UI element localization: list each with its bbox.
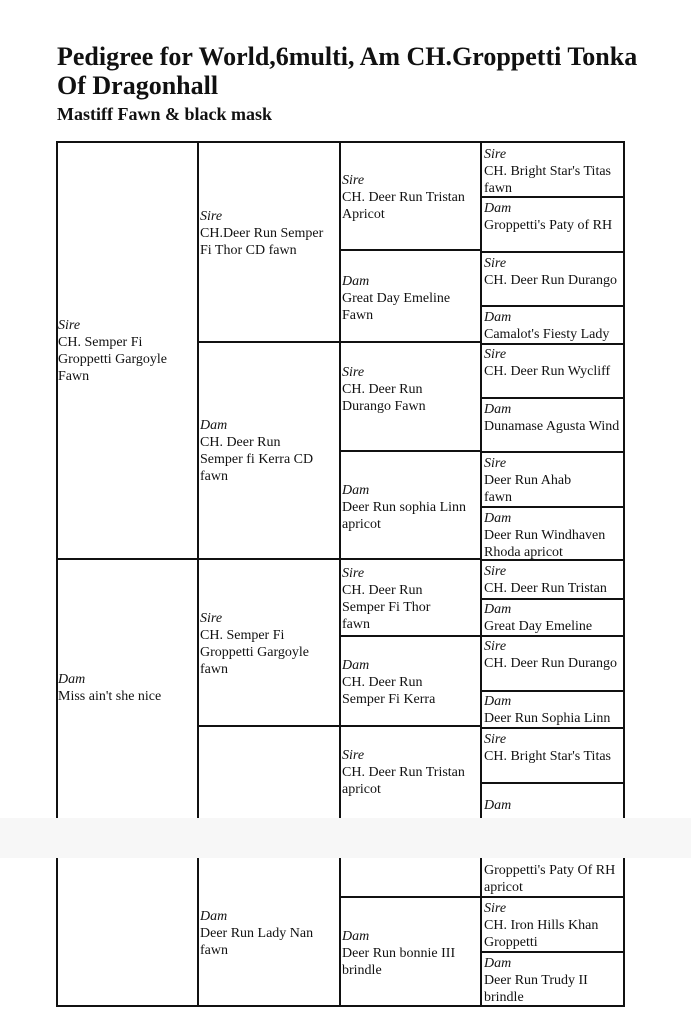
pedigree-entry — [484, 455, 594, 506]
entry-name: CH. Deer Run Durango — [484, 656, 617, 671]
entry-role: Sire — [484, 147, 507, 162]
entry-role: Dam — [484, 511, 512, 526]
entry-name: CH. Deer Run Durango — [484, 273, 617, 288]
row-divider — [480, 598, 625, 600]
row-divider — [480, 951, 625, 953]
column-divider-1 — [197, 141, 199, 818]
row-divider — [339, 558, 481, 560]
row-divider — [480, 305, 625, 307]
row-divider — [480, 727, 625, 729]
entry-name: Deer Run Sophia Linn — [484, 711, 611, 726]
pedigree-entry — [484, 862, 622, 896]
entry-role: Dam — [342, 658, 370, 673]
entry-role: Dam — [484, 956, 512, 971]
pedigree-entry — [342, 364, 442, 415]
table-border-left — [56, 858, 58, 1007]
column-divider-2 — [339, 141, 341, 818]
pedigree-entry — [200, 908, 338, 959]
entry-role: Dam — [484, 602, 512, 617]
entry-role: Sire — [342, 365, 365, 380]
entry-name: Great Day Emeline — [484, 619, 593, 634]
row-divider — [480, 251, 625, 253]
pedigree-entry — [484, 563, 623, 597]
pedigree-entry — [484, 401, 622, 435]
entry-role: Dam — [200, 418, 228, 433]
page-title: Pedigree for World,6multi, Am CH.Groppetti Tonka Of Dragonhall — [57, 42, 638, 100]
entry-name: CH. Deer Run Semper fi Kerra CD fawn — [200, 435, 314, 484]
row-divider — [339, 896, 625, 898]
column-divider-3 — [480, 141, 482, 818]
entry-name: CH.Deer Run Semper Fi Thor CD fawn — [200, 226, 324, 258]
pedigree-entry — [342, 747, 480, 798]
pedigree-entry — [484, 693, 623, 727]
entry-name: CH. Deer Run Tristan Apricot — [342, 190, 465, 222]
entry-name: CH. Deer Run Tristan — [484, 581, 607, 596]
pedigree-entry — [484, 309, 623, 343]
pedigree-entry — [484, 955, 622, 1006]
entry-name: CH. Bright Star's Titas fawn — [484, 164, 611, 196]
entry-name: Deer Run Lady Nan fawn — [200, 926, 314, 958]
pedigree-entry — [342, 928, 480, 979]
entry-role: Sire — [58, 318, 81, 333]
row-divider — [480, 506, 625, 508]
entry-role: Dam — [484, 694, 512, 709]
entry-name: Deer Run Ahab fawn — [484, 473, 572, 505]
entry-role: Sire — [484, 347, 507, 362]
pedigree-entry — [484, 200, 622, 234]
pedigree-entry — [58, 671, 195, 705]
row-divider — [339, 450, 481, 452]
table-border-right — [623, 141, 625, 818]
entry-role: Sire — [484, 256, 507, 271]
table-border-left — [56, 141, 58, 818]
entry-name: CH. Bright Star's Titas — [484, 749, 611, 764]
entry-role: Dam — [484, 310, 512, 325]
row-divider — [339, 725, 481, 727]
entry-role: Sire — [484, 639, 507, 654]
row-divider — [339, 635, 481, 637]
entry-name: Groppetti's Paty of RH — [484, 218, 613, 233]
entry-role: Dam — [484, 798, 512, 813]
entry-role: Dam — [484, 201, 512, 216]
pedigree-entry — [200, 417, 318, 485]
pedigree-entry — [342, 172, 480, 223]
pedigree-entry — [342, 565, 452, 633]
entry-name: CH. Deer Run Semper Fi Thor fawn — [342, 583, 431, 632]
pedigree-entry — [484, 346, 622, 380]
entry-role: Dam — [58, 672, 86, 687]
column-divider-1 — [197, 858, 199, 1007]
entry-role: Sire — [200, 611, 223, 626]
entry-name: CH. Deer Run Tristan apricot — [342, 765, 465, 797]
row-divider — [480, 635, 625, 637]
entry-role: Sire — [484, 456, 507, 471]
pedigree-entry — [58, 317, 195, 385]
entry-role: Dam — [200, 909, 228, 924]
entry-role: Sire — [484, 901, 507, 916]
row-divider — [56, 558, 198, 560]
column-divider-2 — [339, 858, 341, 1007]
table-border-right — [623, 858, 625, 1007]
page-subtitle: Mastiff Fawn & black mask — [57, 104, 272, 124]
pedigree-entry — [484, 731, 622, 765]
entry-name: Great Day Emeline Fawn — [342, 291, 451, 323]
pedigree-entry — [200, 208, 338, 259]
row-divider — [339, 249, 481, 251]
entry-name: Dunamase Agusta Wind — [484, 419, 620, 434]
entry-role: Dam — [342, 274, 370, 289]
entry-name: CH. Iron Hills Khan Groppetti — [484, 918, 599, 950]
entry-name: Deer Run Trudy II brindle — [484, 973, 588, 1005]
entry-name: Groppetti's Paty Of RH apricot — [484, 863, 616, 895]
pedigree-entry — [484, 638, 622, 672]
entry-name: Deer Run sophia Linn apricot — [342, 500, 467, 532]
row-divider — [197, 725, 340, 727]
row-divider — [480, 690, 625, 692]
entry-name: Deer Run Windhaven Rhoda apricot — [484, 528, 606, 560]
row-divider — [480, 397, 625, 399]
entry-name: Deer Run bonnie III brindle — [342, 946, 456, 978]
pedigree-entry — [484, 510, 622, 561]
pedigree-entry — [484, 900, 622, 951]
entry-name: CH. Deer Run Semper Fi Kerra — [342, 675, 436, 707]
row-divider — [197, 341, 340, 343]
entry-role: Sire — [484, 732, 507, 747]
pedigree-entry — [484, 601, 622, 635]
row-divider — [480, 451, 625, 453]
entry-name: Miss ain't she nice — [58, 689, 162, 704]
entry-name: CH. Semper Fi Groppetti Gargoyle fawn — [200, 628, 309, 677]
pedigree-entry — [484, 146, 622, 197]
entry-name: CH. Semper Fi Groppetti Gargoyle Fawn — [58, 335, 167, 384]
entry-role: Dam — [342, 929, 370, 944]
pedigree-entry — [342, 657, 452, 708]
pedigree-entry — [200, 610, 338, 678]
entry-role: Sire — [484, 564, 507, 579]
entry-role: Sire — [342, 748, 365, 763]
column-divider-3 — [480, 858, 482, 1007]
pedigree-entry — [484, 255, 622, 289]
pedigree-entry — [342, 273, 480, 324]
entry-role: Sire — [342, 566, 365, 581]
entry-role: Sire — [342, 173, 365, 188]
entry-role: Dam — [342, 483, 370, 498]
entry-role: Sire — [200, 209, 223, 224]
scan-gap — [0, 818, 691, 858]
row-divider — [480, 343, 625, 345]
row-divider — [197, 558, 340, 560]
pedigree-entry — [484, 797, 622, 814]
entry-name: CH. Deer Run Durango Fawn — [342, 382, 426, 414]
row-divider — [339, 341, 481, 343]
entry-role: Dam — [484, 402, 512, 417]
entry-name: Camalot's Fiesty Lady — [484, 327, 610, 342]
entry-name: CH. Deer Run Wycliff — [484, 364, 611, 379]
pedigree-entry — [342, 482, 480, 533]
row-divider — [480, 782, 625, 784]
